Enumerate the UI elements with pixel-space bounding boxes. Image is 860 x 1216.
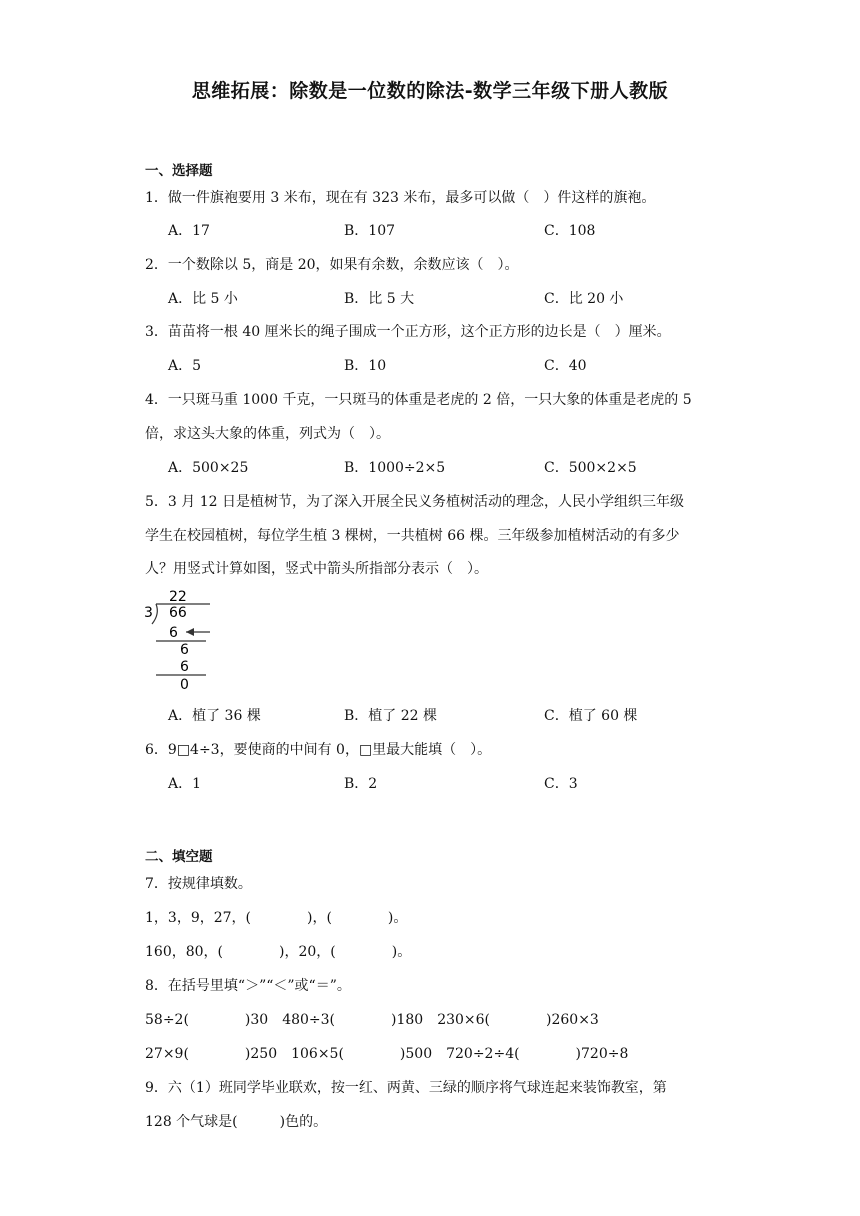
- q6-option-a: A．1: [168, 776, 202, 792]
- question-7: 7．按规律填数。: [145, 876, 252, 892]
- question-2: 2．一个数除以 5，商是 20，如果有余数，余数应该（ ）。: [145, 257, 519, 273]
- arrow-icon: [186, 628, 194, 636]
- question-7-sequence-2: 160，80，( )，20，( )。: [145, 944, 412, 960]
- q5-option-c: C．植了 60 棵: [544, 708, 638, 724]
- question-4-line-2: 倍，求这头大象的体重，列式为（ ）。: [145, 426, 390, 442]
- division-dividend: 66: [169, 605, 187, 621]
- question-8: 8．在括号里填“＞”“＜”或“＝”。: [145, 978, 351, 994]
- q1-option-a: A．17: [168, 223, 210, 239]
- question-5-line-3: 人？用竖式计算如图，竖式中箭头所指部分表示（ ）。: [145, 561, 488, 577]
- division-remainder: 0: [180, 677, 189, 693]
- division-step-2: 6: [180, 642, 189, 658]
- q3-option-c: C．40: [544, 358, 587, 374]
- q6-option-c: C．3: [544, 776, 578, 792]
- question-5-line-1: 5．3 月 12 日是植树节，为了深入开展全民义务植树活动的理念，人民小学组织三年级: [145, 494, 684, 510]
- question-8-row-1: 58÷2( )30 480÷3( )180 230×6( )260×3: [145, 1012, 599, 1028]
- division-step-1: 6: [169, 625, 178, 641]
- long-division-figure: [140, 586, 220, 696]
- page-title: 思维拓展：除数是一位数的除法-数学三年级下册人教版: [191, 80, 669, 102]
- q5-option-a: A．植了 36 棵: [168, 708, 261, 724]
- q3-option-b: B．10: [344, 358, 387, 374]
- section-heading-choice: 一、选择题: [145, 163, 213, 179]
- q4-option-b: B．1000÷2×5: [344, 460, 446, 476]
- q4-option-a: A．500×25: [168, 460, 249, 476]
- question-9-line-2: 128 个气球是( )色的。: [145, 1114, 328, 1130]
- q5-option-b: B．植了 22 棵: [344, 708, 438, 724]
- q1-option-c: C．108: [544, 223, 596, 239]
- question-6: 6．9□4÷3，要使商的中间有 0，□里最大能填（ ）。: [145, 742, 492, 758]
- q4-option-c: C．500×2×5: [544, 460, 637, 476]
- division-divisor: 3: [144, 605, 153, 621]
- question-3: 3．苗苗将一根 40 厘米长的绳子围成一个正方形，这个正方形的边长是（ ）厘米。: [145, 324, 671, 340]
- question-1: 1．做一件旗袍要用 3 米布，现在有 323 米布，最多可以做（ ）件这样的旗袍。: [145, 190, 656, 206]
- question-7-sequence-1: 1，3，9，27，( )，( )。: [145, 910, 408, 926]
- question-4-line-1: 4．一只斑马重 1000 千克，一只斑马的体重是老虎的 2 倍，一只大象的体重是老虎的 5: [145, 392, 692, 408]
- question-8-row-2: 27×9( )250 106×5( )500 720÷2÷4( )720÷8: [145, 1046, 629, 1062]
- q2-option-b: B．比 5 大: [344, 291, 415, 307]
- section-heading-fill: 二、填空题: [145, 849, 213, 865]
- q2-option-c: C．比 20 小: [544, 291, 624, 307]
- q3-option-a: A．5: [168, 358, 202, 374]
- q1-option-b: B．107: [344, 223, 396, 239]
- q6-option-b: B．2: [344, 776, 378, 792]
- question-9-line-1: 9．六（1）班同学毕业联欢，按一红、两黄、三绿的顺序将气球连起来装饰教室，第: [145, 1080, 667, 1096]
- q2-option-a: A．比 5 小: [168, 291, 238, 307]
- division-step-3: 6: [180, 659, 189, 675]
- question-5-line-2: 学生在校园植树，每位学生植 3 棵树，一共植树 66 棵。三年级参加植树活动的有多少: [145, 528, 680, 544]
- division-quotient: 22: [169, 589, 187, 605]
